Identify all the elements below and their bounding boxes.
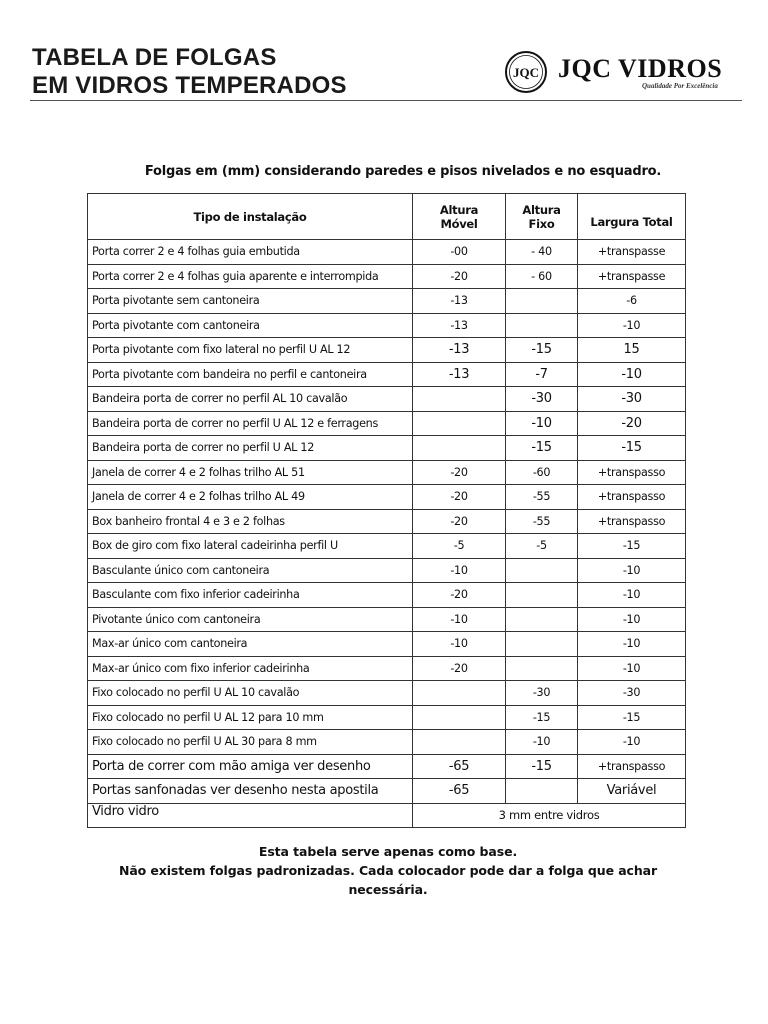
table-row [88, 607, 686, 632]
cell-vidro-value: 3 mm entre vidros [413, 803, 686, 828]
cell-tipo: Basculante com fixo inferior cadeirinha [88, 583, 413, 608]
cell-largura-total: -10 [578, 632, 686, 657]
cell-altura-fixo [506, 289, 578, 314]
header-divider [30, 100, 742, 101]
cell-tipo: Portas sanfonadas ver desenho nesta apostila [88, 779, 413, 804]
table-row-vidro [88, 803, 686, 828]
cell-tipo: Max-ar único com fixo inferior cadeirinha [88, 656, 413, 681]
footer-line-1: Esta tabela serve apenas como base. [258, 844, 518, 859]
brand-tagline: Qualidade Por Excelência [642, 82, 718, 90]
cell-altura-fixo: -15 [506, 705, 578, 730]
cell-altura-movel: -20 [413, 509, 506, 534]
cell-largura-total: 15 [578, 338, 686, 363]
table-row [88, 289, 686, 314]
table-row [88, 730, 686, 755]
table-row [88, 411, 686, 436]
cell-altura-fixo: -7 [506, 362, 578, 387]
cell-tipo: Bandeira porta de correr no perfil U AL 12 e ferragens [88, 411, 413, 436]
cell-tipo: Box banheiro frontal 4 e 3 e 2 folhas [88, 509, 413, 534]
jqc-logo-icon [504, 50, 548, 94]
cell-tipo: Porta pivotante com cantoneira [88, 313, 413, 338]
cell-tipo: Porta pivotante sem cantoneira [88, 289, 413, 314]
cell-largura-total: -10 [578, 362, 686, 387]
cell-altura-movel [413, 387, 506, 412]
cell-largura-total: -10 [578, 656, 686, 681]
cell-altura-movel: -10 [413, 558, 506, 583]
cell-tipo: Fixo colocado no perfil U AL 10 cavalão [88, 681, 413, 706]
cell-largura-total: -30 [578, 387, 686, 412]
cell-largura-total: -20 [578, 411, 686, 436]
header-altura-movel-text: Altura Móvel [439, 202, 479, 231]
cell-tipo: Janela de correr 4 e 2 folhas trilho AL 51 [88, 460, 413, 485]
cell-altura-fixo: -5 [506, 534, 578, 559]
cell-altura-fixo: -30 [506, 387, 578, 412]
header-altura-movel [413, 194, 506, 240]
table-row [88, 264, 686, 289]
cell-altura-fixo [506, 558, 578, 583]
footer-line-2: Não existem folgas padronizadas. Cada colocador pode dar a folga que achar necessária. [118, 863, 658, 897]
cell-altura-fixo [506, 656, 578, 681]
cell-tipo: Porta correr 2 e 4 folhas guia aparente e interrompida [88, 264, 413, 289]
cell-altura-movel: -5 [413, 534, 506, 559]
table-row [88, 240, 686, 265]
cell-largura-total: +transpasse [578, 264, 686, 289]
brand-logo [504, 50, 744, 94]
table-row [88, 387, 686, 412]
cell-altura-fixo [506, 607, 578, 632]
cell-altura-fixo: -15 [506, 338, 578, 363]
cell-altura-fixo [506, 779, 578, 804]
page-title [32, 44, 347, 100]
table-row [88, 338, 686, 363]
cell-altura-movel: -00 [413, 240, 506, 265]
title-line-1: TABELA DE FOLGAS [32, 44, 277, 71]
cell-altura-movel: -65 [413, 779, 506, 804]
table-row [88, 779, 686, 804]
cell-altura-movel: -10 [413, 607, 506, 632]
cell-largura-total: -10 [578, 583, 686, 608]
cell-altura-movel: -20 [413, 264, 506, 289]
table-row [88, 509, 686, 534]
table-row [88, 485, 686, 510]
cell-altura-fixo [506, 632, 578, 657]
table-row [88, 436, 686, 461]
cell-largura-total: -10 [578, 730, 686, 755]
cell-altura-movel: -10 [413, 632, 506, 657]
cell-altura-movel: -20 [413, 656, 506, 681]
cell-altura-movel: -65 [413, 754, 506, 779]
header-tipo: Tipo de instalação [88, 194, 413, 240]
cell-largura-total: Variável [578, 779, 686, 804]
cell-largura-total: -15 [578, 705, 686, 730]
table-row [88, 705, 686, 730]
header-altura-fixo [506, 194, 578, 240]
table-subtitle: Folgas em (mm) considerando paredes e pisos nivelados e no esquadro. [144, 164, 662, 179]
cell-tipo: Pivotante único com cantoneira [88, 607, 413, 632]
table-row [88, 583, 686, 608]
cell-altura-fixo [506, 583, 578, 608]
cell-tipo: Janela de correr 4 e 2 folhas trilho AL 49 [88, 485, 413, 510]
table-row [88, 362, 686, 387]
cell-altura-movel [413, 436, 506, 461]
cell-altura-movel [413, 681, 506, 706]
cell-tipo: Basculante único com cantoneira [88, 558, 413, 583]
logo-letters: JQC [513, 65, 539, 80]
cell-altura-movel: -20 [413, 485, 506, 510]
cell-largura-total: -15 [578, 436, 686, 461]
cell-tipo: Box de giro com fixo lateral cadeirinha perfil U [88, 534, 413, 559]
cell-tipo: Porta pivotante com fixo lateral no perfil U AL 12 [88, 338, 413, 363]
table-row [88, 681, 686, 706]
cell-tipo: Bandeira porta de correr no perfil U AL 12 [88, 436, 413, 461]
cell-altura-fixo: - 60 [506, 264, 578, 289]
cell-altura-movel: -20 [413, 583, 506, 608]
cell-largura-total: +transpasso [578, 509, 686, 534]
cell-tipo: Fixo colocado no perfil U AL 30 para 8 mm [88, 730, 413, 755]
cell-altura-movel [413, 705, 506, 730]
clearance-table [87, 193, 686, 828]
cell-altura-fixo: -30 [506, 681, 578, 706]
cell-tipo: Fixo colocado no perfil U AL 12 para 10 mm [88, 705, 413, 730]
table-row [88, 558, 686, 583]
cell-largura-total: +transpasse [578, 240, 686, 265]
cell-altura-movel: -20 [413, 460, 506, 485]
footer-note [88, 842, 688, 899]
cell-altura-fixo: - 40 [506, 240, 578, 265]
cell-largura-total: -6 [578, 289, 686, 314]
cell-tipo: Porta de correr com mão amiga ver desenho [88, 754, 413, 779]
cell-altura-movel [413, 730, 506, 755]
cell-altura-movel [413, 411, 506, 436]
table-row [88, 632, 686, 657]
title-line-2: EM VIDROS TEMPERADOS [32, 72, 347, 99]
cell-altura-movel: -13 [413, 313, 506, 338]
cell-altura-fixo: -60 [506, 460, 578, 485]
table-row [88, 656, 686, 681]
cell-tipo: Porta correr 2 e 4 folhas guia embutida [88, 240, 413, 265]
header-altura-fixo-text: Altura Fixo [522, 202, 561, 231]
cell-largura-total: -10 [578, 558, 686, 583]
cell-largura-total: +transpasso [578, 754, 686, 779]
cell-altura-movel: -13 [413, 338, 506, 363]
cell-altura-movel: -13 [413, 362, 506, 387]
brand-name: JQC VIDROS [558, 54, 723, 83]
table-row [88, 534, 686, 559]
cell-altura-movel: -13 [413, 289, 506, 314]
header-largura-total: Largura Total [578, 194, 686, 240]
table-row [88, 313, 686, 338]
cell-altura-fixo: -15 [506, 754, 578, 779]
cell-tipo: Vidro vidro [88, 803, 413, 828]
cell-tipo: Porta pivotante com bandeira no perfil e cantoneira [88, 362, 413, 387]
cell-largura-total: +transpasso [578, 460, 686, 485]
cell-altura-fixo: -15 [506, 436, 578, 461]
cell-largura-total: -10 [578, 607, 686, 632]
cell-altura-fixo: -55 [506, 509, 578, 534]
cell-largura-total: -30 [578, 681, 686, 706]
cell-altura-fixo: -10 [506, 730, 578, 755]
cell-largura-total: -15 [578, 534, 686, 559]
cell-altura-fixo [506, 313, 578, 338]
table-row [88, 460, 686, 485]
cell-altura-fixo: -55 [506, 485, 578, 510]
cell-tipo: Max-ar único com cantoneira [88, 632, 413, 657]
cell-altura-fixo: -10 [506, 411, 578, 436]
table-header-row [88, 194, 686, 240]
cell-largura-total: -10 [578, 313, 686, 338]
cell-tipo: Bandeira porta de correr no perfil AL 10 cavalão [88, 387, 413, 412]
cell-largura-total: +transpasso [578, 485, 686, 510]
table-row [88, 754, 686, 779]
